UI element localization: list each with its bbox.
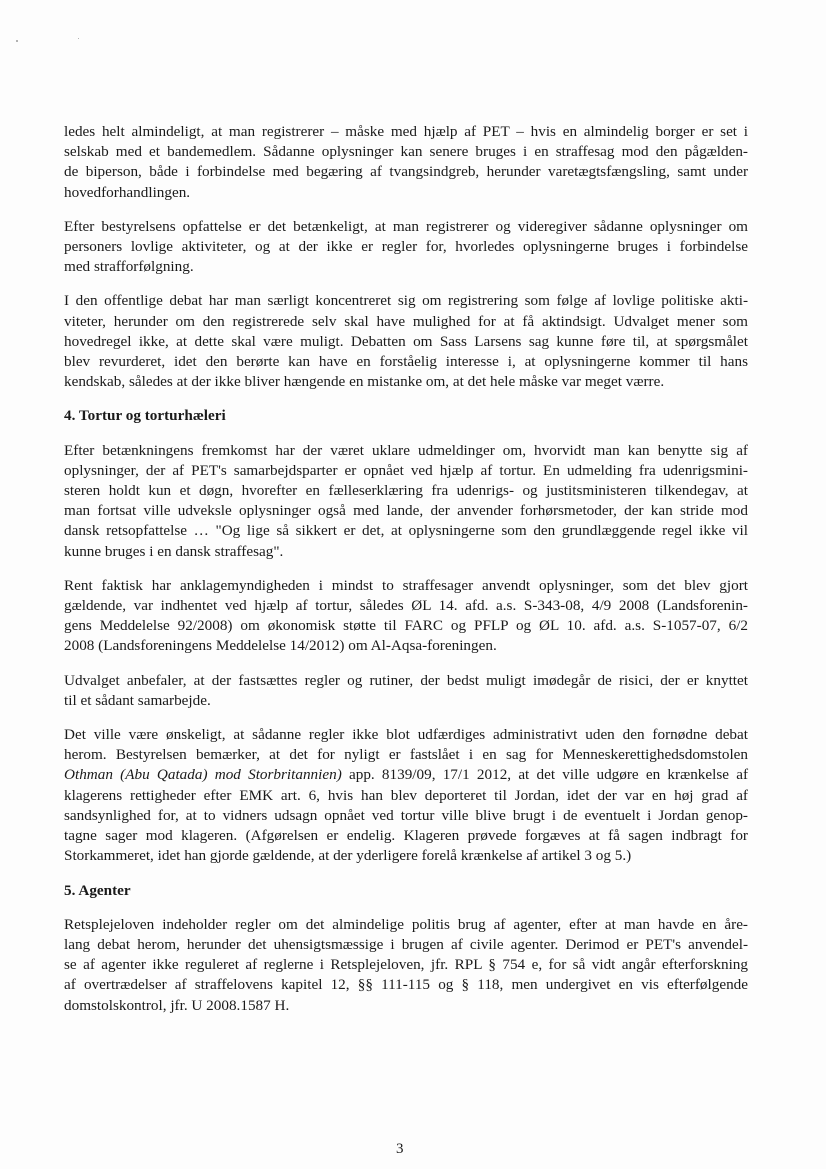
- document-body: [64, 122, 748, 1030]
- text-line: klagerens rettigheder efter EMK art. 6, hvis han blev deporteret til Jordan, idet der var en høj grad af: [64, 786, 748, 804]
- text-line: ledes helt almindeligt, at man registrerer – måske med hjælp af PET – hvis en almindelig borger er set i: [64, 123, 748, 140]
- section-4-body: [64, 441, 748, 711]
- text-line: Efter bestyrelsens opfattelse er det betænkeligt, at man registrerer og videregiver sådanne oplysninger om: [64, 217, 748, 235]
- case-name-italic: Othman (Abu Qatada) mod Storbritannien): [64, 766, 342, 784]
- paragraph: [64, 291, 748, 392]
- section-5-body: [64, 915, 748, 1016]
- text-line: tagne sager mod klageren. (Afgørelsen er endelig. Klageren prøvede forgæves at få sagen indbragt for: [64, 827, 748, 845]
- text-line: til et sådant samarbejde.: [64, 691, 211, 709]
- text-line: gens Meddelelse 92/2008) om økonomisk støtte til FARC og PFLP og ØL 10. afd. a.s. S-1057-07, 6/2: [64, 617, 748, 635]
- text-line: gældende, var indhentet ved hjælp af tortur, således ØL 14. afd. a.s. S-343-08, 4/9 2008 (Landsforenin-: [64, 597, 748, 615]
- text-line: personers lovlige aktiviteter, og at der ikke er regler for, hvorledes oplysningerne bruges i forbindelse: [64, 238, 748, 256]
- scan-speck: [16, 40, 18, 42]
- text-line: selskab med et bandemedlem. Sådanne oplysninger kan senere bruges i en straffesag mod den pågælden-: [64, 143, 748, 161]
- scan-speck: [78, 38, 79, 39]
- text-line: sandsynlighed for, at to vidners udsagn opnået ved tortur ville blive brugt i de eventuelt i Jordan genop-: [64, 806, 748, 824]
- text-line: de biperson, både i forbindelse med begæring af tvangsindgreb, herunder varetægtsfængsling, samt under: [64, 163, 748, 181]
- text-line: herom. Bestyrelsen bemærker, at det for nyligt er fastslået i en sag for Menneskerettighedsdomstolen: [64, 746, 748, 764]
- text-line: viteter, herunder om den registrerede selv skal have mulighed for at få aktindsigt. Udvalget mener som: [64, 312, 748, 330]
- section-3-continuation: [64, 122, 748, 392]
- page-number: 3: [396, 1141, 404, 1157]
- text-line: I den offentlige debat har man særligt koncentreret sig om registrering som følge af lovlige politiske akti-: [64, 292, 748, 310]
- text-line: Rent faktisk har anklagemyndigheden i mindst to straffesager anvendt oplysninger, som det blev gjort: [64, 576, 748, 594]
- text-line: man fortsat ville udveksle oplysninger også med lande, der anvender forhørsmetoder, der kan stride mod: [64, 502, 748, 520]
- paragraph: [64, 576, 748, 657]
- text-line-rest: app. 8139/09, 17/1 2012, at det ville udgøre en krænkelse af: [341, 766, 749, 784]
- text-line: Storkammeret, idet han gjorde gældende, at der yderligere forelå krænkelse af artikel 3 og 5.): [64, 847, 632, 865]
- text-line: af overtrædelser af straffelovens kapitel 12, §§ 111-115 og § 118, men undergivet en vis efterfølgende: [64, 976, 748, 994]
- text-line: steren holdt kun et døgn, hvorefter en fælleserklæring fra udenrigs- og justitsministeren tilkendegav, at: [64, 482, 748, 500]
- text-line: kendskab, således at der ikke bliver hængende en mistanke om, at det hele måske var meget værre.: [64, 373, 665, 391]
- text-line: lang debat herom, herunder det uhensigtsmæssige i brugen af civile agenter. Derimod er PET's anvendel-: [64, 935, 748, 953]
- text-line: Det ville være ønskeligt, at sådanne regler ikke blot udfærdiges administrativt uden den fornødne debat: [64, 726, 748, 744]
- text-line: 2008 (Landsforeningens Meddelelse 14/2012) om Al-Aqsa-foreningen.: [64, 637, 497, 655]
- paragraph: [64, 915, 748, 1016]
- paragraph: [64, 671, 748, 711]
- text-line: se af agenter ikke reguleret af reglerne i Retsplejeloven, jfr. RPL § 754 e, for så vidt angår efterforskning: [64, 956, 748, 974]
- text-line: Retsplejeloven indeholder regler om det almindelige politis brug af agenter, efter at man havde en åre-: [64, 915, 748, 933]
- text-line: kunne bruges i en dansk straffesag".: [64, 542, 284, 560]
- text-line: hovedforhandlingen.: [64, 183, 191, 201]
- paragraph: [64, 441, 748, 562]
- text-line: hovedregel ikke, at dette skal være muligt. Debatten om Sass Larsens sag kunne føre til, at spørgsmålet: [64, 332, 748, 350]
- paragraph: [64, 217, 748, 278]
- text-line: oplysninger, der af PET's samarbejdsparter er opnået ved hjælp af tortur. En udmelding fra udenrigsmini-: [64, 461, 748, 479]
- text-line: Efter betænkningens fremkomst har der været uklare udmeldinger om, hvorvidt man kan benytte sig af: [64, 441, 748, 459]
- text-line: [64, 765, 748, 785]
- text-line: dansk retsopfattelse … "Og lige så sikkert er det, at oplysningerne som den grundlæggende regel ikke vil: [64, 522, 748, 540]
- text-line: blev revurderet, idet den berørte kan have en forståelig interesse i, at oplysningerne kommer til hans: [64, 353, 748, 371]
- text-line: domstolskontrol, jfr. U 2008.1587 H.: [64, 996, 290, 1014]
- text-line: Udvalget anbefaler, at der fastsættes regler og rutiner, der bedst muligt imødegår de risici, der er knyttet: [64, 671, 748, 689]
- section-heading-agents: 5. Agenter: [64, 881, 131, 899]
- section-heading-torture: 4. Tortur og torturhæleri: [64, 407, 226, 425]
- paragraph: [64, 122, 748, 203]
- text-line: med strafforfølgning.: [64, 258, 194, 276]
- paragraph-othman-case: [64, 725, 748, 866]
